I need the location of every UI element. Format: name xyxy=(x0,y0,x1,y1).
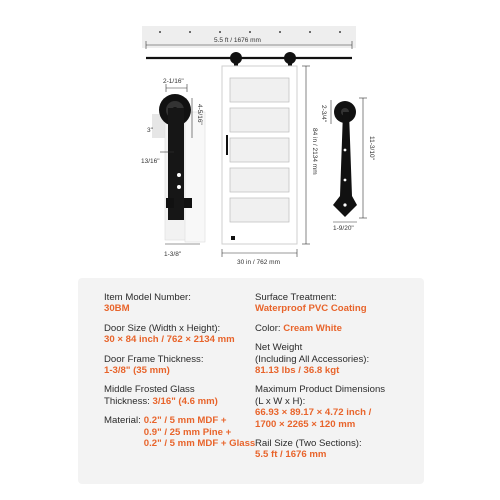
spec-net-weight: Net Weight (Including All Accessories): 81.13 lbs / 36.8 kgt xyxy=(255,342,370,377)
spec-material: Material: 0.2" / 5 mm MDF + 0.9" / 25 mm Pine + 0.2" / 5 mm MDF + Glass xyxy=(104,415,256,450)
strap-top-width-label: 2-3/4" xyxy=(320,105,327,123)
specs-left-column xyxy=(104,292,264,457)
barn-door xyxy=(222,66,297,244)
wheel-diameter-label: 3" xyxy=(147,127,153,134)
spec-door-size: Door Size (Width x Height): 30 × 84 inch / 762 × 2134 mm xyxy=(104,322,235,346)
rail-length-label: 5.5 ft / 1676 mm xyxy=(214,37,261,44)
strap-bottom-width-label: 1-9/20" xyxy=(333,225,354,232)
spec-model-number: Item Model Number: 30BM xyxy=(104,292,191,315)
door-handle xyxy=(226,135,228,155)
spec-rail-size: Rail Size (Two Sections): 5.5 ft / 1676 mm xyxy=(255,438,362,461)
strap-length-label: 11-3/10" xyxy=(368,136,375,160)
door-thickness-label: 1-3/8" xyxy=(164,251,182,258)
strap-hanger xyxy=(333,101,357,217)
door-height-label: 84 in / 2134 mm xyxy=(311,128,318,175)
spec-surface-treatment: Surface Treatment: Waterproof PVC Coating xyxy=(255,292,367,315)
spec-color: Color: Cream White xyxy=(255,322,342,334)
specs-right-column xyxy=(255,292,415,469)
spec-glass-thickness: Middle Frosted Glass Thickness: 3/16" (4.6 mm) xyxy=(104,384,218,407)
strap-width-label: 13/16" xyxy=(141,158,160,165)
spec-frame-thickness: Door Frame Thickness: 1-3/8" (35 mm) xyxy=(104,353,204,377)
specifications-panel xyxy=(78,278,424,484)
hanger-height-label: 4-5/16" xyxy=(196,104,203,125)
door-width-label: 30 in / 762 mm xyxy=(237,259,280,266)
hanger-width-label: 2-1/16" xyxy=(163,78,184,85)
spec-max-dimensions: Maximum Product Dimensions (L x W x H): 66.93 × 89.17 × 4.72 inch / 1700 × 2265 × 120 mm xyxy=(255,384,386,430)
